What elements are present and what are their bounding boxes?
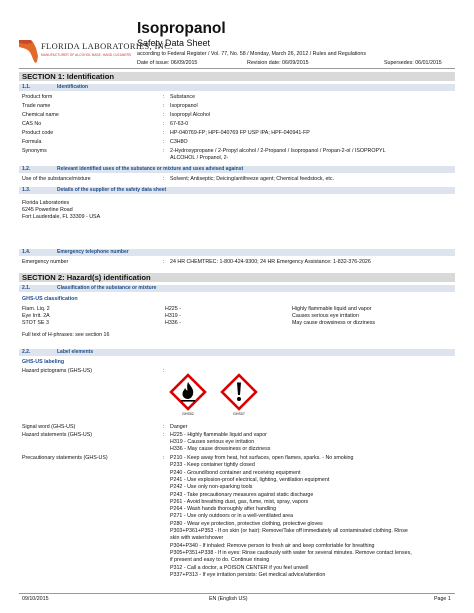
precautionary-statement: if present and easy to do. Continue rinsing bbox=[170, 557, 270, 564]
colon: : bbox=[163, 112, 165, 118]
subsection-1-1 bbox=[19, 84, 455, 91]
full-text-note: Full text of H-phrases: see section 16 bbox=[22, 332, 110, 338]
pictogram-code: GHS07 bbox=[233, 412, 245, 416]
precautionary-statement: P240 - Ground/bond container and receiving equipment bbox=[170, 469, 301, 476]
exclamation-mark-icon bbox=[220, 373, 258, 411]
precautionary-statement: skin with water/shower bbox=[170, 535, 224, 542]
precautionary-statement: P303+P361+P353 - If on skin (or hair): Remove/Take off immediately all contaminated clothing. Rinse bbox=[170, 528, 408, 534]
product-form-label: Product form bbox=[22, 94, 53, 100]
subsection-title: Emergency telephone number bbox=[57, 249, 129, 255]
subsection-title: Identification bbox=[57, 84, 89, 90]
supplier-street: 6245 Powerline Road bbox=[22, 207, 73, 213]
document-title: Isopropanol bbox=[137, 20, 226, 37]
precautionary-statement: P261 - Avoid breathing dust, gas, fume, mist, spray, vapors bbox=[170, 498, 309, 505]
class-text: May cause drowsiness or dizziness bbox=[292, 320, 376, 326]
ghs-classification-heading: GHS-US classification bbox=[22, 296, 78, 302]
product-form-value: Substance bbox=[170, 94, 196, 100]
subsection-number: 1.4. bbox=[22, 249, 31, 255]
issue-date: Date of issue: 06/09/2015 bbox=[137, 60, 198, 66]
subsection-number: 1.2. bbox=[22, 166, 31, 172]
flame-icon bbox=[169, 373, 207, 411]
synonyms-value: 2-Hydroxypropane / 2-Propyl alcohol / 2-Propanol / Isopropanol / Propan-2-ol / ISOPROPYL bbox=[170, 148, 386, 154]
supplier-city: Fort Lauderdale, FL 33309 - USA bbox=[22, 214, 101, 220]
colon: : bbox=[163, 259, 165, 265]
colon: : bbox=[163, 103, 165, 109]
pictogram-ghs02 bbox=[169, 373, 207, 416]
section-1-header: SECTION 1: Identification bbox=[19, 72, 455, 81]
precautionary-statement: P233 - Keep container tightly closed bbox=[170, 462, 255, 469]
subsection-number: 1.3. bbox=[22, 187, 31, 193]
precautionary-statement: P280 - Wear eye protection, protective clothing, protective gloves bbox=[170, 520, 323, 527]
colon: : bbox=[163, 176, 165, 182]
precautionary-statement: P210 - Keep away from heat, hot surfaces, open flames, sparks. - No smoking bbox=[170, 455, 354, 461]
precautionary-statements-label: Precautionary statements (GHS-US) bbox=[22, 455, 108, 461]
signal-word-label: Signal word (GHS-US) bbox=[22, 424, 76, 430]
precautionary-statement: P271 - Use only outdoors or in a well-ventilated area bbox=[170, 513, 294, 520]
pictogram-code: GHS02 bbox=[182, 412, 194, 416]
subsection-1-3 bbox=[19, 187, 455, 194]
regulation-reference: according to Federal Register / Vol. 77, No. 58 / Monday, March 26, 2012 / Rules and Regulations bbox=[137, 51, 366, 57]
header-rule bbox=[19, 68, 455, 69]
precautionary-statement: P304+P340 - If inhaled: Remove person to fresh air and keep comfortable for breathing bbox=[170, 542, 375, 549]
subsection-title: Label elements bbox=[57, 349, 94, 355]
precautionary-statement: P243 - Take precautionary measures against static discharge bbox=[170, 491, 314, 498]
cas-label: CAS No bbox=[22, 121, 42, 127]
precautionary-statement: P242 - Use only non-sparking tools bbox=[170, 484, 253, 491]
product-code-label: Product code bbox=[22, 130, 54, 136]
subsection-number: 2.2. bbox=[22, 349, 31, 355]
formula-value: C3H8O bbox=[170, 139, 188, 145]
colon: : bbox=[163, 424, 165, 430]
trade-name-label: Trade name bbox=[22, 103, 51, 109]
subsection-number: 2.1. bbox=[22, 285, 31, 291]
pictogram-ghs07 bbox=[220, 373, 258, 416]
footer-date: 09/10/2015 bbox=[22, 596, 49, 602]
footer-rule bbox=[19, 593, 455, 594]
colon: : bbox=[163, 455, 165, 461]
footer-page: Page 1 bbox=[434, 596, 451, 602]
class-category: STOT SE 3 bbox=[22, 320, 49, 326]
subsection-2-2 bbox=[19, 349, 455, 356]
subsection-number: 1.1. bbox=[22, 84, 31, 90]
class-category: Flam. Liq. 2 bbox=[22, 306, 50, 312]
subsection-title: Relevant identified uses of the substance or mixture and uses advised against bbox=[57, 166, 244, 172]
trade-name-value: Isopropanol bbox=[170, 103, 198, 109]
florida-map-icon bbox=[17, 36, 41, 66]
class-text: Causes serious eye irritation bbox=[292, 313, 359, 319]
document-subtitle: Safety Data Sheet bbox=[137, 38, 211, 48]
colon: : bbox=[163, 432, 165, 438]
emergency-label: Emergency number bbox=[22, 259, 69, 265]
synonyms-label: Synonyms bbox=[22, 148, 47, 154]
supplier-name: Florida Laboratories bbox=[22, 200, 70, 206]
class-text: Highly flammable liquid and vapor bbox=[292, 306, 372, 312]
subsection-1-4 bbox=[19, 249, 455, 256]
pictograms-label: Hazard pictograms (GHS-US) bbox=[22, 368, 93, 374]
colon: : bbox=[163, 148, 165, 154]
precautionary-statement: P337+P313 - If eye irritation persists: Get medical advice/attention bbox=[170, 571, 326, 578]
precautionary-statement: P305+P351+P338 - If in eyes: Rinse cautiously with water for several minutes. Remove contact lenses, bbox=[170, 549, 412, 556]
emergency-value: 24 HR CHEMTREC: 1-800-424-9300; 24 HR Emergency Assistance: 1-832-376-2026 bbox=[170, 259, 371, 265]
section-2-header: SECTION 2: Hazard(s) identification bbox=[19, 273, 455, 282]
class-category: Eye Irrit. 2A bbox=[22, 313, 50, 319]
colon: : bbox=[163, 139, 165, 145]
class-code: H336 - bbox=[165, 320, 181, 326]
formula-label: Formula bbox=[22, 139, 42, 145]
subsection-title: Classification of the substance or mixture bbox=[57, 285, 157, 291]
product-code-value: HP-040769-FP; HPF-040769 FP USP IPA; HPF-040941-FP bbox=[170, 130, 310, 136]
precautionary-statement: P264 - Wash hands thoroughly after handling bbox=[170, 506, 277, 513]
ghs-labeling-heading: GHS-US labeling bbox=[22, 359, 65, 365]
hazard-statement: H336 - May cause drowsiness or dizziness bbox=[170, 446, 271, 452]
subsection-2-1 bbox=[19, 285, 455, 292]
class-code: H225 - bbox=[165, 306, 181, 312]
precautionary-statement: P312 - Call a doctor, a POISON CENTER if you feel unwell bbox=[170, 564, 309, 571]
colon: : bbox=[163, 94, 165, 100]
precautionary-statement: P241 - Use explosion-proof electrical, lighting, ventilation equipment bbox=[170, 476, 330, 483]
chemical-name-label: Chemical name bbox=[22, 112, 59, 118]
hazard-statements-label: Hazard statements (GHS-US) bbox=[22, 432, 93, 438]
colon: : bbox=[163, 130, 165, 136]
subsection-1-2 bbox=[19, 166, 455, 173]
colon: : bbox=[163, 368, 165, 374]
hazard-statement: H225 - Highly flammable liquid and vapor bbox=[170, 432, 267, 438]
revision-date: Revision date: 06/09/2015 bbox=[247, 60, 309, 66]
supersedes-date: Supersedes: 06/01/2015 bbox=[384, 60, 442, 66]
hazard-statement: H319 - Causes serious eye irritation bbox=[170, 439, 255, 445]
use-label: Use of the substance/mixture bbox=[22, 176, 91, 182]
footer-language: EN (English US) bbox=[209, 596, 248, 602]
colon: : bbox=[163, 121, 165, 127]
cas-value: 67-63-0 bbox=[170, 121, 189, 127]
chemical-name-value: Isopropyl Alcohol bbox=[170, 112, 211, 118]
logo-tagline: MANUFACTURER OF ALCOHOL BASE, HAND CLEANERS bbox=[41, 53, 132, 57]
use-value: Solvent; Antiseptic; Deicing/antifreeze agent; Chemical feedstock, etc. bbox=[170, 176, 334, 182]
signal-word-value: Danger bbox=[170, 424, 188, 430]
synonyms-value-cont: ALCOHOL / Propanol, 2- bbox=[170, 155, 229, 161]
logo-brand-text: FLORIDA LABORATORIES, INC. bbox=[41, 42, 173, 51]
subsection-title: Details of the supplier of the safety data sheet bbox=[57, 187, 167, 193]
class-code: H319 - bbox=[165, 313, 181, 319]
